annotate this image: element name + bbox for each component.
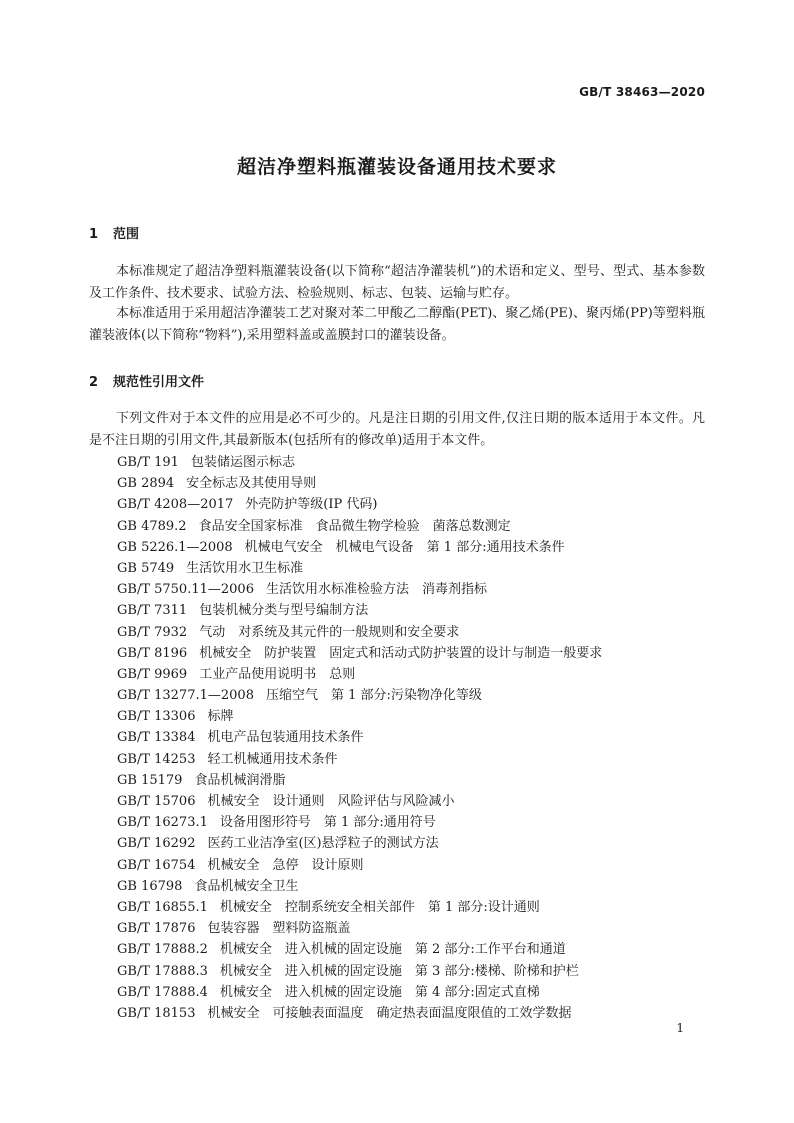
- reference-item: [117, 833, 602, 854]
- reference-item: [117, 685, 602, 706]
- reference-title: 食品安全国家标准 食品微生物学检验 菌落总数测定: [198, 518, 511, 534]
- reference-code: GB/T 7932: [117, 624, 188, 640]
- reference-item: [117, 918, 602, 939]
- reference-item: [117, 579, 602, 600]
- section-1-heading: [89, 223, 139, 242]
- standard-code: GB/T 38463—2020: [579, 85, 705, 99]
- reference-title: 外壳防护等级(IP 代码): [245, 497, 378, 513]
- reference-code: GB/T 9969: [117, 666, 188, 682]
- reference-title: 包装容器 塑料防盗瓶盖: [207, 921, 351, 937]
- reference-code: GB/T 7311: [117, 603, 188, 619]
- reference-title: 包装机械分类与型号编制方法: [199, 603, 369, 619]
- section-2-intro: 下列文件对于本文件的应用是必不可少的。凡是注日期的引用文件,仅注日期的版本适用于本文件。凡是不注日期的引用文件,其最新版本(包括所有的修改单)适用于本文件。: [89, 411, 705, 448]
- reference-item: [117, 494, 602, 515]
- reference-code: GB/T 4208—2017: [117, 497, 234, 513]
- reference-item: [117, 600, 602, 621]
- reference-item: [117, 558, 602, 579]
- reference-code: GB/T 8196: [117, 645, 188, 661]
- reference-code: GB/T 15706: [117, 794, 196, 809]
- reference-item: [117, 982, 602, 1003]
- reference-item: [117, 812, 602, 833]
- reference-item: [117, 939, 602, 960]
- reference-code: GB/T 17888.4: [117, 984, 208, 1000]
- reference-title: 标牌: [207, 709, 234, 725]
- reference-code: GB/T 191: [117, 455, 179, 470]
- reference-title: 机械安全 防护装置 固定式和活动式防护装置的设计与制造一般要求: [199, 645, 603, 661]
- reference-item: [117, 452, 602, 473]
- reference-code: GB/T 17888.2: [117, 942, 208, 958]
- reference-code: GB/T 16273.1: [117, 815, 208, 831]
- reference-code: GB 4789.2: [117, 518, 187, 534]
- reference-code: GB/T 18153: [117, 1005, 196, 1021]
- reference-code: GB/T 13306: [117, 709, 196, 725]
- reference-code: GB/T 16855.1: [117, 899, 208, 915]
- reference-item: [117, 961, 602, 982]
- section-2-heading: [89, 371, 204, 390]
- reference-item: [117, 516, 602, 537]
- document-title: 超洁净塑料瓶灌装设备通用技术要求: [236, 156, 557, 178]
- reference-item: [117, 1003, 602, 1024]
- reference-item: [117, 706, 602, 727]
- reference-item: [117, 855, 602, 876]
- reference-code: GB/T 16292: [117, 836, 196, 852]
- reference-item: [117, 537, 602, 558]
- reference-item: [117, 897, 602, 918]
- reference-title: 机械安全 进入机械的固定设施 第 2 部分:工作平台和通道: [219, 942, 566, 958]
- reference-title: 食品机械润滑脂: [194, 772, 286, 788]
- reference-code: GB/T 17876: [117, 921, 196, 937]
- reference-title: 机械电气安全 机械电气设备 第 1 部分:通用技术条件: [244, 539, 565, 555]
- reference-title: 机械安全 可接触表面温度 确定热表面温度限值的工效学数据: [207, 1005, 572, 1021]
- reference-title: 生活饮用水卫生标准: [186, 560, 304, 576]
- reference-title: 安全标志及其使用导则: [186, 476, 317, 492]
- reference-item: [117, 791, 602, 812]
- reference-code: GB/T 16754: [117, 857, 196, 873]
- reference-title: 机械安全 进入机械的固定设施 第 4 部分:固定式直梯: [219, 984, 540, 1000]
- reference-title: 机械安全 设计通则 风险评估与风险减小: [207, 794, 455, 809]
- reference-code: GB 2894: [117, 476, 175, 492]
- reference-item: [117, 643, 602, 664]
- reference-title: 机械安全 进入机械的固定设施 第 3 部分:楼梯、阶梯和护栏: [219, 963, 579, 979]
- reference-code: GB/T 13384: [117, 730, 196, 746]
- reference-title: 气动 对系统及其元件的一般规则和安全要求: [199, 624, 460, 640]
- reference-item: [117, 770, 602, 791]
- reference-code: GB/T 14253: [117, 751, 196, 767]
- reference-item: [117, 727, 602, 748]
- reference-title: 包装储运图示标志: [190, 455, 295, 470]
- reference-title: 生活饮用水标准检验方法 消毒剂指标: [265, 582, 487, 598]
- page-number: 1: [676, 1021, 684, 1035]
- reference-title: 机械安全 急停 设计原则: [207, 857, 364, 873]
- reference-code: GB/T 5750.11—2006: [117, 582, 254, 598]
- section-1-paragraph-2: 本标准适用于采用超洁净灌装工艺对聚对苯二甲酸乙二醇酯(PET)、聚乙烯(PE)、聚丙烯(PP)等塑料瓶灌装液体(以下简称“物料”),采用塑料盖或盖膜封口的灌装设备。: [89, 306, 705, 343]
- reference-code: GB 5226.1—2008: [117, 539, 233, 555]
- reference-item: [117, 473, 602, 494]
- reference-title: 工业产品使用说明书 总则: [199, 666, 356, 682]
- section-1-title: 范围: [113, 227, 140, 242]
- reference-item: [117, 749, 602, 770]
- reference-title: 设备用图形符号 第 1 部分:通用符号: [219, 815, 436, 831]
- section-2-number: 2: [89, 375, 99, 390]
- reference-code: GB/T 17888.3: [117, 963, 208, 979]
- section-1-paragraph-1: 本标准规定了超洁净塑料瓶灌装设备(以下简称“超洁净灌装机”)的术语和定义、型号、型式、基本参数及工作条件、技术要求、试验方法、检验规则、标志、包装、运输与贮存。: [89, 264, 705, 301]
- reference-title: 食品机械安全卫生: [194, 878, 299, 894]
- reference-code: GB 16798: [117, 878, 183, 894]
- reference-code: GB 5749: [117, 560, 175, 576]
- reference-item: [117, 622, 602, 643]
- reference-code: GB/T 13277.1—2008: [117, 688, 254, 704]
- reference-title: 轻工机械通用技术条件: [207, 751, 338, 767]
- reference-title: 压缩空气 第 1 部分:污染物净化等级: [265, 688, 482, 704]
- reference-title: 医药工业洁净室(区)悬浮粒子的测试方法: [207, 836, 439, 852]
- section-1-number: 1: [89, 227, 99, 242]
- reference-title: 机电产品包装通用技术条件: [207, 730, 364, 746]
- reference-item: [117, 664, 602, 685]
- reference-item: [117, 876, 602, 897]
- reference-code: GB 15179: [117, 772, 183, 788]
- reference-title: 机械安全 控制系统安全相关部件 第 1 部分:设计通则: [219, 899, 540, 915]
- section-2-title: 规范性引用文件: [113, 375, 205, 390]
- reference-list: [117, 452, 602, 1024]
